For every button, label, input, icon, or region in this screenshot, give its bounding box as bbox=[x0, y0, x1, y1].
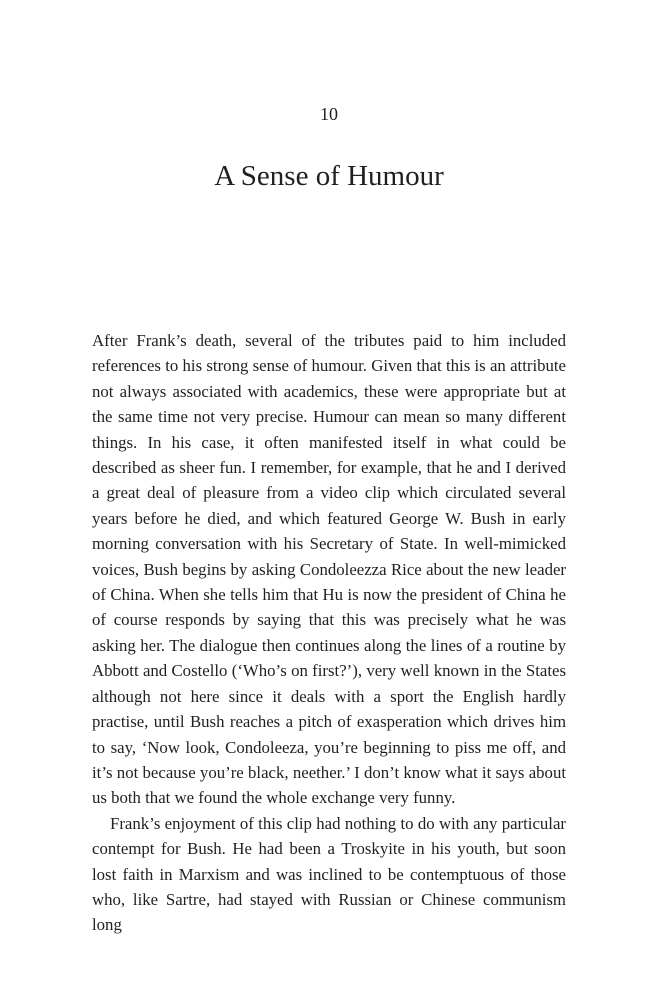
chapter-body bbox=[92, 328, 566, 938]
chapter-title: A Sense of Humour bbox=[214, 160, 444, 192]
chapter-number: 10 bbox=[320, 104, 338, 124]
paragraph: Frank’s enjoyment of this clip had nothing to do with any particular contempt for Bush. He had been a Troskyite in his youth, but soon lost faith in Marxism and was inclined to be contemptuous of those who, like Sartre, had stayed with Russian or Chinese communism long bbox=[92, 813, 566, 935]
paragraph: After Frank’s death, several of the tributes paid to him included references to his strong sense of humour. Given that this is an attribute not always associated with academics, these were appropriate but at the same time not very precise. Humour can mean so many different things. In his case, it often manifested itself in what could be described as sheer fun. I remember, for example, that he and I derived a great deal of pleasure from a video clip which circulated several years before he died, and which featured George W. Bush in early morning conversation with his Secretary of State. In well-mimicked voices, Bush begins by asking Condoleezza Rice about the new leader of China. When she tells him that Hu is now the president of China he of course responds by saying that this was precisely what he was asking her. The dialogue then continues along the lines of a routine by Abbott and Costello (‘Who’s on first?’), very well known in the States although not here since it deals with a sport the English hardly practise, until Bush reaches a pitch of exasperation which drives him to say, ‘Now look, Condoleeza, you’re beginning to piss me off, and it’s not because you’re black, neether.’ I don’t know what it says about us both that we found the whole exchange very funny. bbox=[92, 331, 566, 808]
